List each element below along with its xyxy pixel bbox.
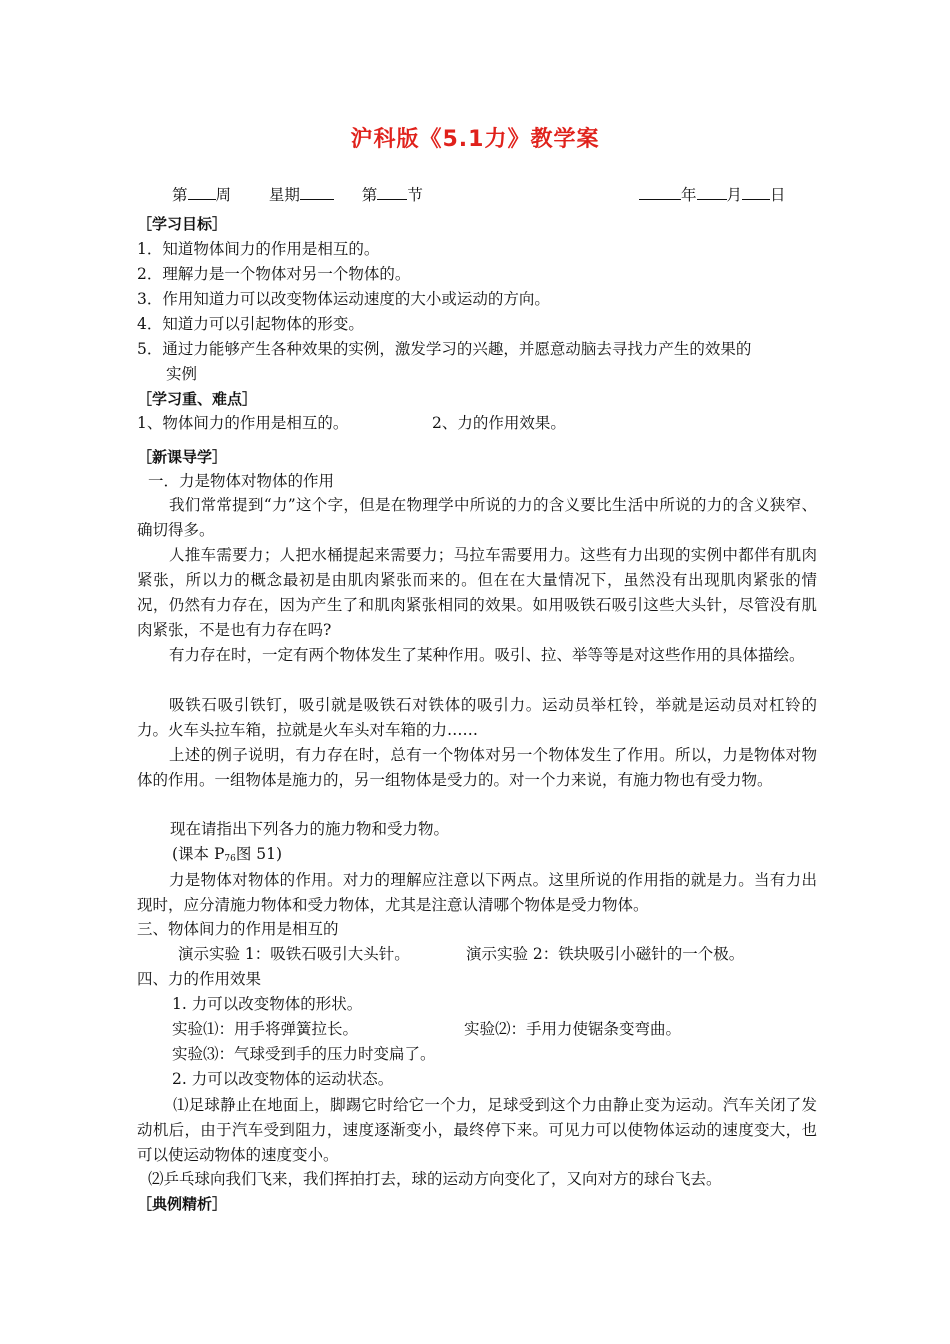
prompt-line: 现在请指出下列各力的施力物和受力物。 [170,820,450,838]
ref-prefix: (课本 P [172,845,225,863]
textbook-reference [172,843,282,870]
key-point: 2、力的作用效果。 [432,414,566,432]
month-blank[interactable] [697,183,727,200]
paragraph: 我们常常提到“力”这个字，但是在物理学中所说的力的含义要比生活中所说的力的含义狭窄、确切得多。 [137,496,817,539]
guide-heading: ［新课导学］ [137,448,228,466]
week-label: 周 [215,186,232,204]
paragraph: 有力存在时，一定有两个物体发生了某种作用。吸引、拉、举等等是对这些作用的具体描绘。 [169,646,805,664]
objective-item: 5．通过力能够产生各种效果的实例，激发学习的兴趣，并愿意动脑去寻找力产生的效果的 [137,340,752,358]
day-blank[interactable] [742,183,770,200]
section-title: 三、物体间力的作用是相互的 [137,920,339,938]
month-label: 月 [726,186,743,204]
paragraph: 吸铁石吸引铁钉，吸引就是吸铁石对铁体的吸引力。运动员举杠铃，举就是运动员对杠铃的力。火车头拉车箱，拉就是火车头对车箱的力…… [137,696,817,739]
paragraph: ⑵乒乓球向我们飞来，我们挥拍打去，球的运动方向变化了，又向对方的球台飞去。 [148,1170,722,1188]
weekday-label: 星期 [268,186,300,204]
week-prefix: 第 [172,186,188,204]
experiment-item: 实验⑵：手用力使锯条变弯曲。 [464,1020,682,1038]
experiment-item: 实验⑴：用手将弹簧拉长。 [172,1020,359,1038]
paragraph: 人推车需要力；人把水桶提起来需要力；马拉车需要用力。这些有力出现的实例中都伴有肌肉紧张，所以力的概念最初是由肌肉紧张而来的。但在在大量情况下，虽然没有出现肌肉紧张的情况，仍然有力存在，因为产生了和肌肉紧张相同的效果。如用吸铁石吸引这些大头针，尽管没有肌肉紧张，不是也有力存在吗? [137,546,817,639]
document-title: 沪科版《5.1力》教学案 [350,127,600,152]
period-blank[interactable] [377,183,407,200]
ref-page-sub: 76 [224,854,236,864]
period-label: 节 [407,186,423,204]
objective-item-continued: 实例 [166,365,198,383]
paragraph: ⑴足球静止在地面上，脚踢它时给它一个力，足球受到这个力由静止变为运动。汽车关闭了发动机后，由于汽车受到阻力，速度逐渐变小，最终停下来。可见力可以使物体运动的速度变大，也可以使运动物体的速度变小。 [137,1096,817,1164]
year-blank[interactable] [639,183,681,200]
section-title: 一．力是物体对物体的作用 [148,472,335,490]
section-title: 四、力的作用效果 [137,970,262,988]
objectives-heading: ［学习目标］ [137,215,228,233]
key-point: 1、物体间力的作用是相互的。 [137,414,349,432]
date-line [172,183,423,206]
objective-item: 1．知道物体间力的作用是相互的。 [137,240,380,258]
objective-item: 3．作用知道力可以改变物体运动速度的大小或运动的方向。 [137,290,550,308]
weekday-blank[interactable] [300,183,334,200]
week-blank[interactable] [188,183,216,200]
effect-item: 2. 力可以改变物体的运动状态。 [172,1070,394,1088]
date-fields [639,183,786,206]
examples-heading: ［典例精析］ [137,1195,228,1213]
day-label: 日 [770,186,786,204]
paragraph: 上述的例子说明，有力存在时，总有一个物体对另一个物体发生了作用。所以，力是物体对物体的作用。一组物体是施力的，另一组物体是受力的。对一个力来说，有施力物也有受力物。 [137,746,817,789]
key-points-heading: ［学习重、难点］ [137,390,258,408]
period-prefix: 第 [361,186,378,204]
effect-item: 1. 力可以改变物体的形状。 [172,995,363,1013]
experiment-item: 实验⑶：气球受到手的压力时变扁了。 [172,1045,436,1063]
demo-experiment: 演示实验 2：铁块吸引小磁针的一个极。 [466,945,745,963]
objective-item: 4．知道力可以引起物体的形变。 [137,315,364,333]
paragraph: 力是物体对物体的作用。对力的理解应注意以下两点。这里所说的作用指的就是力。当有力出现时，应分清施力物体和受力物体，尤其是注意认清哪个物体是受力物体。 [137,871,817,914]
ref-suffix: 图 51) [235,845,283,863]
year-label: 年 [681,186,697,204]
objective-item: 2．理解力是一个物体对另一个物体的。 [137,265,411,283]
demo-experiment: 演示实验 1：吸铁石吸引大头针。 [178,945,410,963]
